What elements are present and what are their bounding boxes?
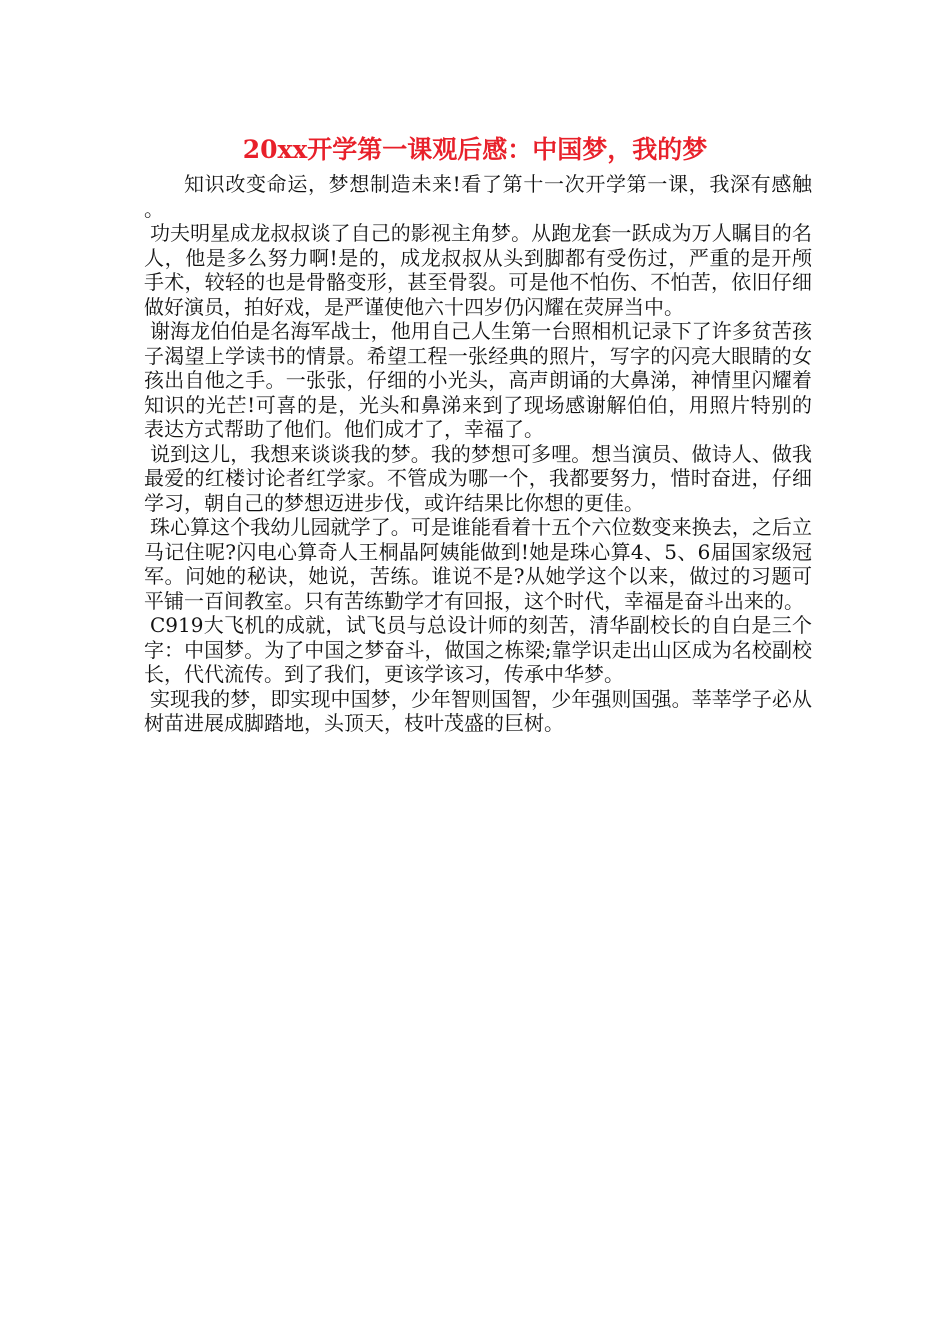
document-body bbox=[144, 172, 812, 736]
paragraph-conclusion: 实现我的梦，即实现中国梦，少年智则国智，少年强则国强。莘莘学子必从树苗进展成脚踏地，头顶天，枝叶茂盛的巨树。 bbox=[144, 686, 812, 735]
paragraph-my-dream: 说到这儿，我想来谈谈我的梦。我的梦想可多哩。想当演员、做诗人、做我最爱的红楼讨论者红学家。不管成为哪一个，我都要努力，惜时奋进，仔细学习，朝自己的梦想迈进步伐，或许结果比你想的更佳。 bbox=[144, 441, 812, 515]
paragraph-jackie-chan: 功夫明星成龙叔叔谈了自己的影视主角梦。从跑龙套一跃成为万人瞩目的名人，他是多么努力啊!是的，成龙叔叔从头到脚都有受伤过，严重的是开颅手术，较轻的也是骨骼变形，甚至骨裂。可是他不怕伤、不怕苦，依旧仔细做好演员，拍好戏，是严谨使他六十四岁仍闪耀在荧屏当中。 bbox=[144, 221, 812, 319]
paragraph-xie-hailong: 谢海龙伯伯是名海军战士，他用自己人生第一台照相机记录下了许多贫苦孩子渴望上学读书的情景。希望工程一张经典的照片，写字的闪亮大眼睛的女孩出自他之手。一张张，仔细的小光头，高声朗诵的大鼻涕，神情里闪耀着知识的光芒!可喜的是，光头和鼻涕来到了现场感谢解伯伯，用照片特别的表达方式帮助了他们。他们成才了，幸福了。 bbox=[144, 319, 812, 441]
paragraph-mental-math: 珠心算这个我幼儿园就学了。可是谁能看着十五个六位数变来换去，之后立马记住呢?闪电心算奇人王桐晶阿姨能做到!她是珠心算4、5、6届国家级冠军。问她的秘诀，她说，苦练。谁说不是?从她学这个以来，做过的习题可平铺一百间教室。只有苦练勤学才有回报，这个时代，幸福是奋斗出来的。 bbox=[144, 515, 812, 613]
paragraph-c919: C919大飞机的成就，试飞员与总设计师的刻苦，清华副校长的自白是三个字：中国梦。为了中国之梦奋斗，做国之栋梁;靠学识走出山区成为名校副校长，代代流传。到了我们，更该学该习，传承中华梦。 bbox=[144, 613, 812, 686]
paragraph-intro: 知识改变命运，梦想制造未来!看了第十一次开学第一课，我深有感触。 bbox=[144, 172, 812, 221]
document-title: 20xx开学第一课观后感：中国梦，我的梦 bbox=[242, 135, 708, 164]
